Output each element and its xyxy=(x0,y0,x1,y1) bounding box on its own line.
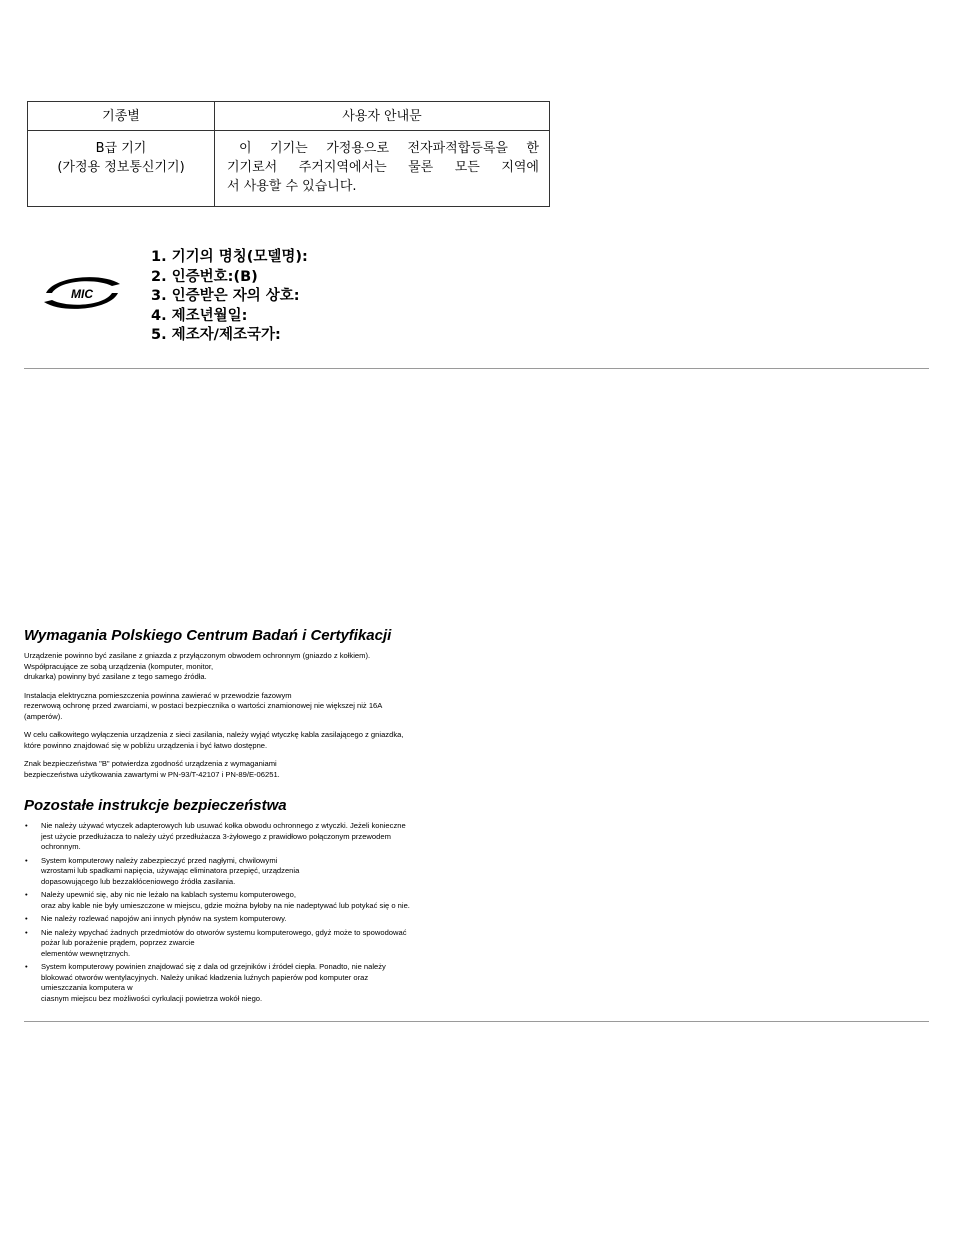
paragraph-line: rezerwową ochronę przed zwarciami, w postaci bezpiecznika o wartości znamionowej nie większej niż 16A xyxy=(24,701,383,710)
poland-section-title: Wymagania Polskiego Centrum Badań i Certyfikacji xyxy=(24,627,392,644)
mic-info-item: 1. 기기의 명칭(모델명): xyxy=(151,249,308,265)
bullet-line: dopasowującego lub bezzakłóceniowego źródła zasilania. xyxy=(41,876,236,886)
paragraph-line: Urządzenie powinno być zasilane z gniazda z przyłączonym obwodem ochronnym (gniazdo z kołkiem). xyxy=(24,651,371,660)
korea-table-header-class: 기종별 xyxy=(28,102,215,131)
list-item xyxy=(24,928,464,960)
mic-certification-block xyxy=(40,248,440,348)
poland-paragraph xyxy=(24,691,464,723)
paragraph-line: (amperów). xyxy=(24,711,63,721)
mic-logo-icon xyxy=(40,270,124,316)
safety-bullet-list xyxy=(24,821,464,1004)
bullet-line: Należy upewnić się, aby nic nie leżało na kablach systemu komputerowego, xyxy=(41,890,296,899)
mic-logo-text: MIC xyxy=(71,287,93,301)
mic-info-item: 3. 인증받은 자의 상호: xyxy=(151,288,300,304)
mic-info-item: 2. 인증번호:(B) xyxy=(151,268,258,285)
bullet-icon: • xyxy=(25,927,28,937)
user-notice-line: 기기로서 주거지역에서는 물론 모든 지역에 xyxy=(227,160,539,175)
bullet-line: oraz aby kable nie były umieszczone w miejscu, gdzie można byłoby na nie nadeptywać lub potykać się o nie. xyxy=(41,900,410,910)
poland-paragraph xyxy=(24,759,464,780)
paragraph-line: Instalacja elektryczna pomieszczenia powinna zawierać w przewodzie fazowym xyxy=(24,690,292,700)
korea-table-user-notice xyxy=(215,131,550,207)
device-class-line: B급 기기 xyxy=(95,141,147,156)
paragraph-line: Współpracujące ze sobą urządzenia (komputer, monitor, xyxy=(24,661,214,671)
paragraph-line: Znak bezpieczeństwa "B" potwierdza zgodność urządzenia z wymaganiami xyxy=(24,759,277,768)
korea-table-header-notice: 사용자 안내문 xyxy=(215,102,550,131)
poland-certification-section xyxy=(24,627,464,780)
bullet-line: ciasnym miejscu bez możliwości cyrkulacji powietrza wokół niego. xyxy=(41,993,263,1003)
bullet-line: umieszczania komputera w xyxy=(41,983,133,992)
poland-safety-section xyxy=(24,797,464,1007)
bullet-line: Nie należy wpychać żadnych przedmiotów do otworów systemu komputerowego, gdyż może to spowodować xyxy=(41,927,407,937)
bullet-line: elementów wewnętrznych. xyxy=(41,948,131,958)
list-item xyxy=(24,890,464,911)
bullet-icon: • xyxy=(25,821,28,830)
list-item xyxy=(24,914,464,925)
paragraph-line: które powinno znajdować się w pobliżu urządzenia i być łatwo dostępne. xyxy=(24,740,268,750)
user-notice-line: 서 사용할 수 있습니다. xyxy=(227,179,357,194)
bullet-line: System komputerowy powinien znajdować się z dala od grzejników i źródeł ciepła. Ponadto, nie należy xyxy=(41,962,386,971)
user-notice-line: 이 기기는 가정용으로 전자파적합등록을 한 xyxy=(239,141,539,156)
safety-section-title: Pozostałe instrukcje bezpieczeństwa xyxy=(24,797,287,814)
paragraph-line: bezpieczeństwa użytkowania zawartymi w PN-93/T-42107 i PN-89/E-06251. xyxy=(24,769,280,779)
poland-paragraph xyxy=(24,651,464,683)
mic-info-item: 5. 제조자/제조국가: xyxy=(151,327,281,343)
bullet-line: blokować otworów wentylacyjnych. Należy unikać kładzenia luźnych papierów pod komputer oraz xyxy=(41,972,369,982)
list-item xyxy=(24,856,464,888)
bullet-icon: • xyxy=(25,962,28,971)
bullet-line: pożar lub porażenie prądem, poprzez zwarcie xyxy=(41,938,195,947)
bullet-icon: • xyxy=(25,914,28,923)
korea-emc-table xyxy=(27,101,550,207)
korea-table-device-class xyxy=(28,131,215,207)
bullet-icon: • xyxy=(25,855,28,865)
korea-table-body-row xyxy=(28,131,550,207)
device-class-line: (가정용 정보통신기기) xyxy=(57,160,185,175)
poland-paragraph xyxy=(24,730,464,751)
bullet-line: Nie należy używać wtyczek adapterowych lub usuwać kołka obwodu ochronnego z wtyczki. Jeżeli konieczne xyxy=(41,821,406,830)
list-item xyxy=(24,962,464,1004)
section-divider xyxy=(24,368,929,369)
paragraph-line: W celu całkowitego wyłączenia urządzenia z sieci zasilania, należy wyjąć wtyczkę kabla zasilającego z gniazdka, xyxy=(24,730,404,739)
bullet-line: jest użycie przedłużacza to należy użyć przedłużacza 3-żyłowego z prawidłowo połączonym przewodem xyxy=(41,831,391,841)
bullet-line: System komputerowy należy zabezpieczyć przed nagłymi, chwilowymi xyxy=(41,855,278,865)
bullet-line: Nie należy rozlewać napojów ani innych płynów na system komputerowy. xyxy=(41,914,287,923)
mic-info-item: 4. 제조년월일: xyxy=(151,307,248,324)
mic-info-list xyxy=(151,248,308,346)
paragraph-line: drukarka) powinny być zasilane z tego samego źródła. xyxy=(24,672,207,681)
korea-table-header-row xyxy=(28,102,550,131)
section-divider xyxy=(24,1021,929,1022)
bullet-icon: • xyxy=(25,890,28,899)
bullet-line: ochronnym. xyxy=(41,842,81,851)
bullet-line: wzrostami lub spadkami napięcia, używając eliminatora przepięć, urządzenia xyxy=(41,866,300,875)
list-item xyxy=(24,821,464,853)
